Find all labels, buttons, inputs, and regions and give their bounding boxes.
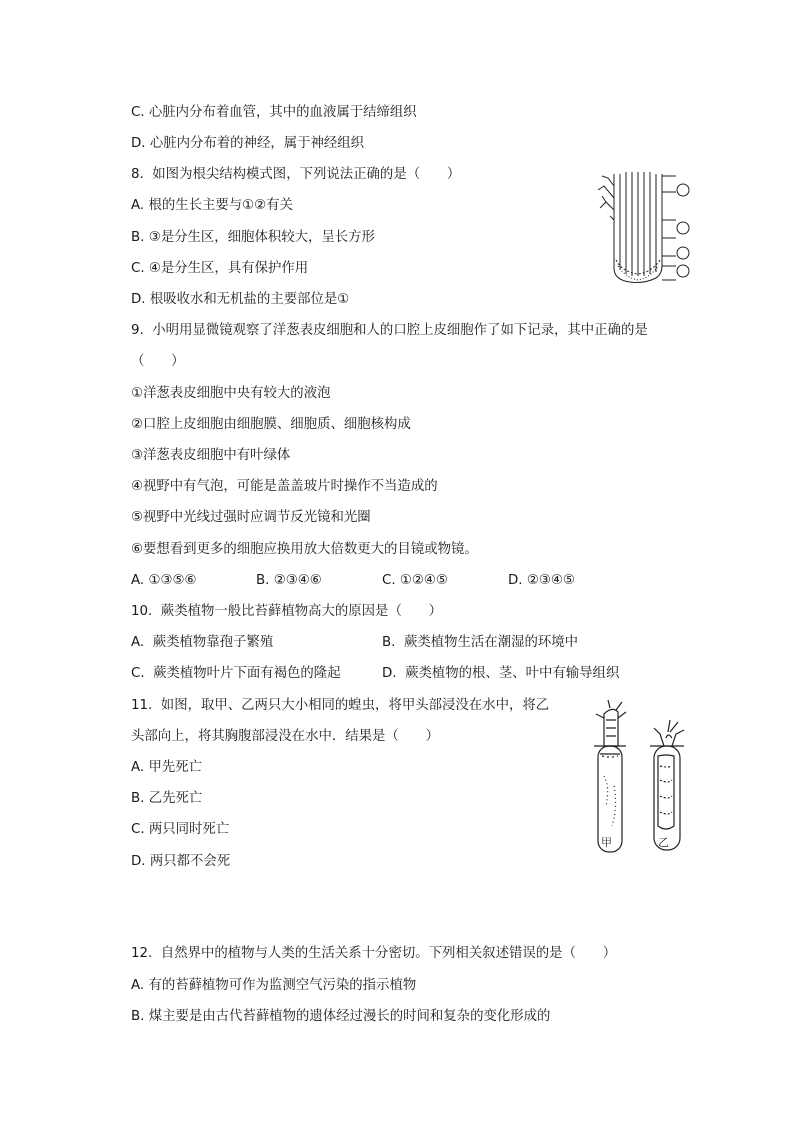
root-tip-label-1: ① (678, 187, 687, 197)
root-tip-label-3: ③ (678, 250, 687, 260)
question-11-option-c: C. 两只同时死亡 (131, 822, 230, 837)
question-9-option-b: B. ②③④⑥ (256, 573, 322, 588)
question-10-option-b: B. 蕨类植物生活在潮湿的环境中 (382, 635, 579, 650)
question-9-option-a: A. ①③⑤⑥ (131, 573, 197, 588)
question-9-stem: 9. 小明用显微镜观察了洋葱表皮细胞和人的口腔上皮细胞作了如下记录，其中正确的是 (131, 323, 648, 338)
question-12-stem: 12. 自然界中的植物与人类的生活关系十分密切。下列相关叙述错误的是（ ） (131, 946, 617, 961)
question-9-paren: （ ） (131, 354, 185, 369)
question-12-option-a: A. 有的苔藓植物可作为监测空气污染的指示植物 (131, 978, 417, 993)
question-9-statement-1: ①洋葱表皮细胞中央有较大的液泡 (131, 386, 331, 401)
root-tip-label-4: ④ (678, 268, 687, 278)
question-10-option-a: A. 蕨类植物靠孢子繁殖 (131, 635, 274, 650)
line-q7-c: C. 心脏内分布着血管，其中的血液属于结缔组织 (131, 105, 417, 120)
question-9-option-c: C. ①②④⑤ (382, 573, 448, 588)
question-11-stem-line-2: 头部向上，将其胸腹部浸没在水中．结果是（ ） (131, 729, 439, 744)
question-11-option-a: A. 甲先死亡 (131, 760, 202, 775)
question-10-option-c: C. 蕨类植物叶片下面有褐色的隆起 (131, 666, 341, 681)
question-10-option-d: D. 蕨类植物的根、茎、叶中有输导组织 (382, 666, 620, 681)
locust-tubes-figure (588, 696, 700, 858)
question-9-option-d: D. ②③④⑤ (508, 573, 575, 588)
question-9-statement-2: ②口腔上皮细胞由细胞膜、细胞质、细胞核构成 (131, 417, 411, 432)
root-tip-figure (592, 168, 692, 286)
question-8-option-d: D. 根吸收水和无机盐的主要部位是① (131, 292, 350, 307)
question-9-statement-4: ④视野中有气泡，可能是盖盖玻片时操作不当造成的 (131, 479, 438, 494)
question-8-option-b: B. ③是分生区，细胞体积较大，呈长方形 (131, 230, 375, 245)
question-8-option-c: C. ④是分生区，具有保护作用 (131, 261, 309, 276)
question-9-statement-3: ③洋葱表皮细胞中有叶绿体 (131, 448, 291, 463)
locust-label-jia: 甲 (601, 836, 612, 849)
question-9-statement-5: ⑤视野中光线过强时应调节反光镜和光圈 (131, 510, 371, 525)
line-q7-d: D. 心脏内分布着的神经，属于神经组织 (131, 136, 365, 151)
question-11-option-d: D. 两只都不会死 (131, 854, 231, 869)
question-8-stem: 8. 如图为根尖结构模式图，下列说法正确的是（ ） (131, 167, 461, 182)
root-tip-label-2: ② (678, 225, 687, 235)
question-11-option-b: B. 乙先死亡 (131, 791, 203, 806)
locust-label-yi: 乙 (658, 836, 669, 849)
question-8-option-a: A. 根的生长主要与①②有关 (131, 198, 293, 213)
question-12-option-b: B. 煤主要是由古代苔藓植物的遗体经过漫长的时间和复杂的变化形成的 (131, 1009, 551, 1024)
question-11-stem-line-1: 11. 如图，取甲、乙两只大小相同的蝗虫，将甲头部浸没在水中，将乙 (131, 698, 550, 713)
question-10-stem: 10. 蕨类植物一般比苔藓植物高大的原因是（ ） (131, 604, 443, 619)
question-9-statement-6: ⑥要想看到更多的细胞应换用放大倍数更大的目镜或物镜。 (131, 542, 478, 557)
